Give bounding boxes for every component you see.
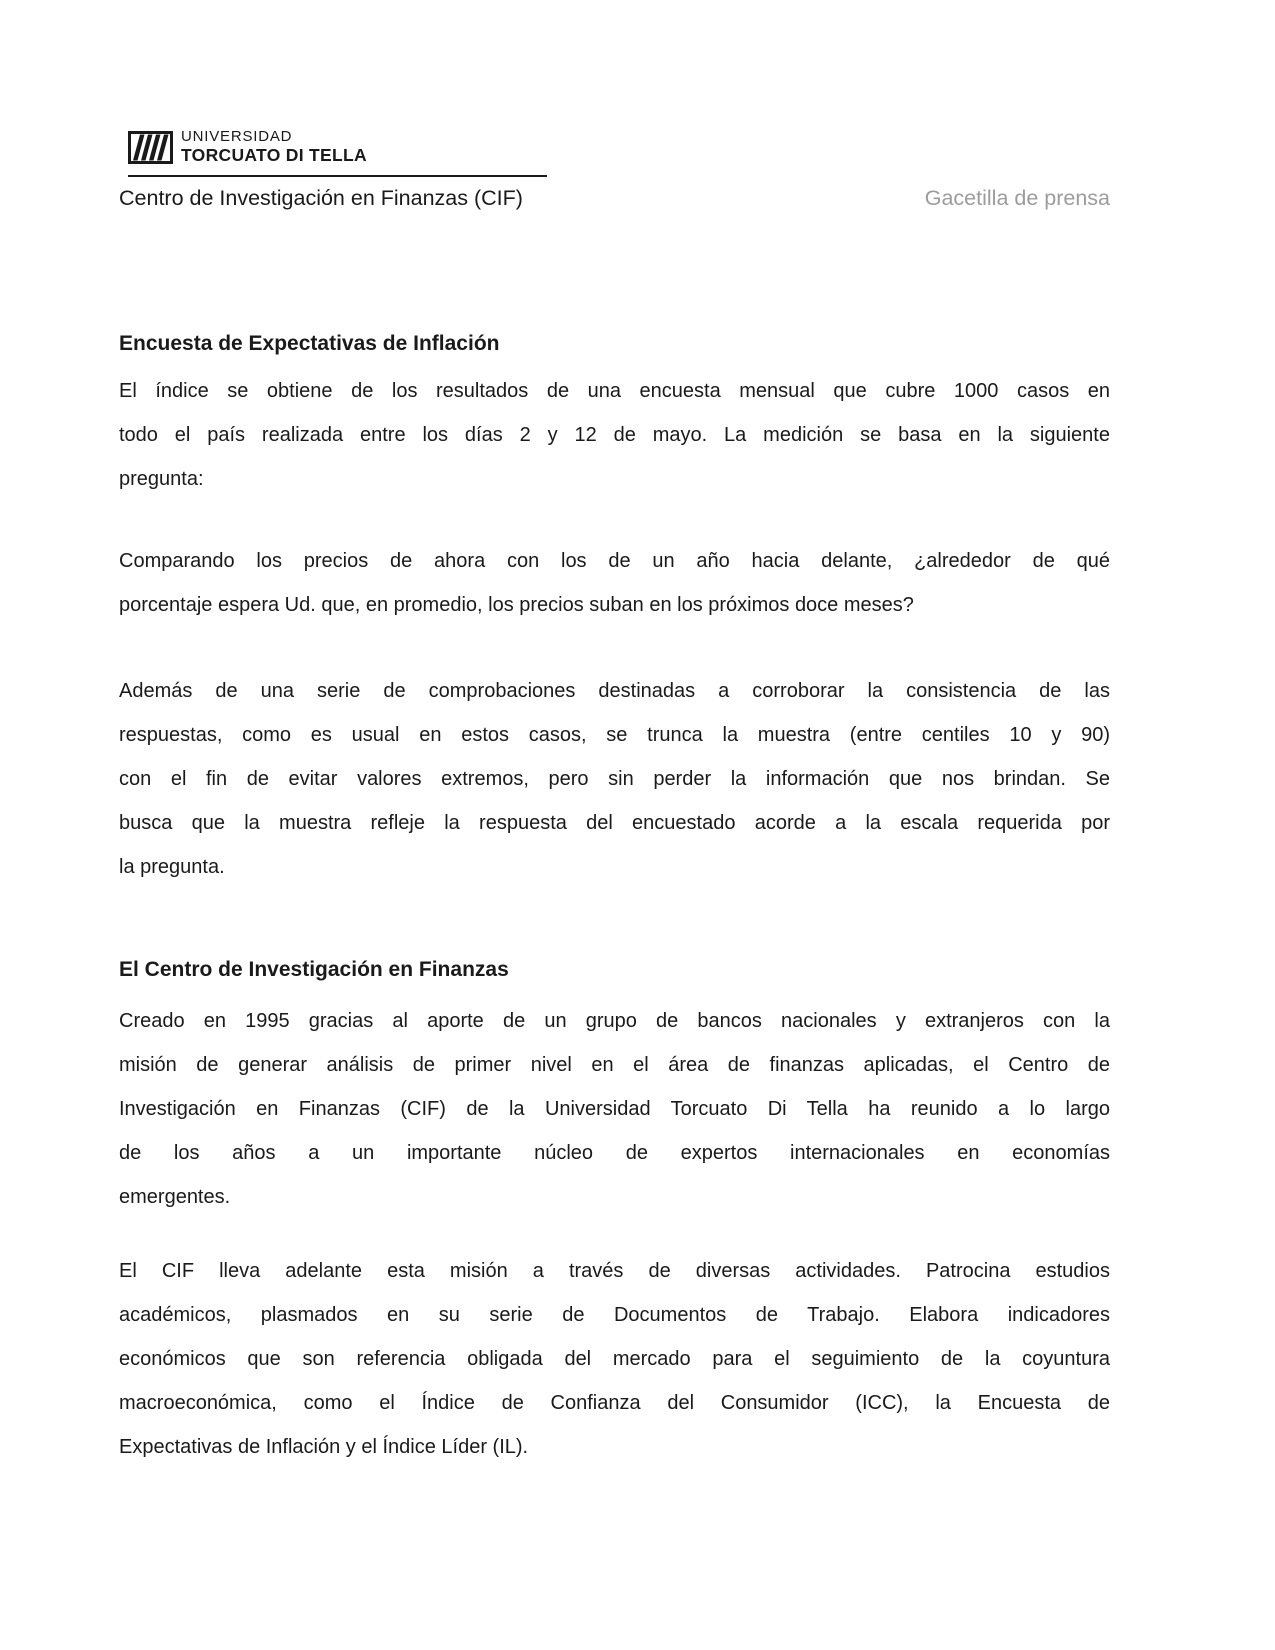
- text-line: Creado en 1995 gracias al aporte de un grupo de bancos nacionales y extranjeros con la: [119, 1010, 1110, 1032]
- press-release-label: Gacetilla de prensa: [924, 186, 1110, 210]
- university-wordmark: [181, 129, 367, 165]
- text-line: El índice se obtiene de los resultados de una encuesta mensual que cubre 1000 casos en: [119, 380, 1110, 402]
- section-heading-cif: El Centro de Investigación en Finanzas: [119, 958, 509, 982]
- paragraph-cif-history: [119, 999, 1110, 1219]
- utdt-logo-icon: [128, 131, 173, 164]
- header-divider: [128, 175, 547, 177]
- text-line: El CIF lleva adelante esta misión a través de diversas actividades. Patrocina estudios: [119, 1260, 1110, 1282]
- text-line: respuestas, como es usual en estos casos, se trunca la muestra (entre centiles 10 y 90): [119, 724, 1110, 746]
- text-line: económicos que son referencia obligada del mercado para el seguimiento de la coyuntura: [119, 1348, 1110, 1370]
- text-line: porcentaje espera Ud. que, en promedio, los precios suban en los próximos doce meses?: [119, 594, 914, 616]
- text-line: Expectativas de Inflación y el Índice Líder (IL).: [119, 1436, 529, 1458]
- section-heading-inflation-survey: Encuesta de Expectativas de Inflación: [119, 332, 500, 356]
- university-name-line1: UNIVERSIDAD: [181, 128, 293, 145]
- text-line: macroeconómica, como el Índice de Confianza del Consumidor (ICC), la Encuesta de: [119, 1392, 1110, 1414]
- text-line: académicos, plasmados en su serie de Documentos de Trabajo. Elabora indicadores: [119, 1304, 1110, 1326]
- paragraph-survey-question: [119, 539, 1110, 627]
- paragraph-sample-truncation: [119, 669, 1110, 889]
- text-line: la pregunta.: [119, 856, 225, 878]
- text-line: todo el país realizada entre los días 2 y 12 de mayo. La medición se basa en la siguiente: [119, 424, 1110, 446]
- paragraph-survey-method: [119, 369, 1110, 501]
- university-name-line2: TORCUATO DI TELLA: [181, 145, 367, 165]
- text-line: Además de una serie de comprobaciones destinadas a corroborar la consistencia de las: [119, 680, 1110, 702]
- department-title: Centro de Investigación en Finanzas (CIF): [119, 186, 523, 210]
- paragraph-cif-activities: [119, 1249, 1110, 1469]
- text-line: misión de generar análisis de primer nivel en el área de finanzas aplicadas, el Centro de: [119, 1054, 1110, 1076]
- text-line: de los años a un importante núcleo de expertos internacionales en economías: [119, 1142, 1110, 1164]
- text-line: pregunta:: [119, 468, 204, 490]
- text-line: busca que la muestra refleje la respuesta del encuestado acorde a la escala requerida por: [119, 812, 1110, 834]
- text-line: emergentes.: [119, 1186, 231, 1208]
- text-line: Investigación en Finanzas (CIF) de la Universidad Torcuato Di Tella ha reunido a lo largo: [119, 1098, 1110, 1120]
- text-line: Comparando los precios de ahora con los de un año hacia delante, ¿alrededor de qué: [119, 550, 1110, 572]
- text-line: con el fin de evitar valores extremos, pero sin perder la información que nos brindan. Se: [119, 768, 1110, 790]
